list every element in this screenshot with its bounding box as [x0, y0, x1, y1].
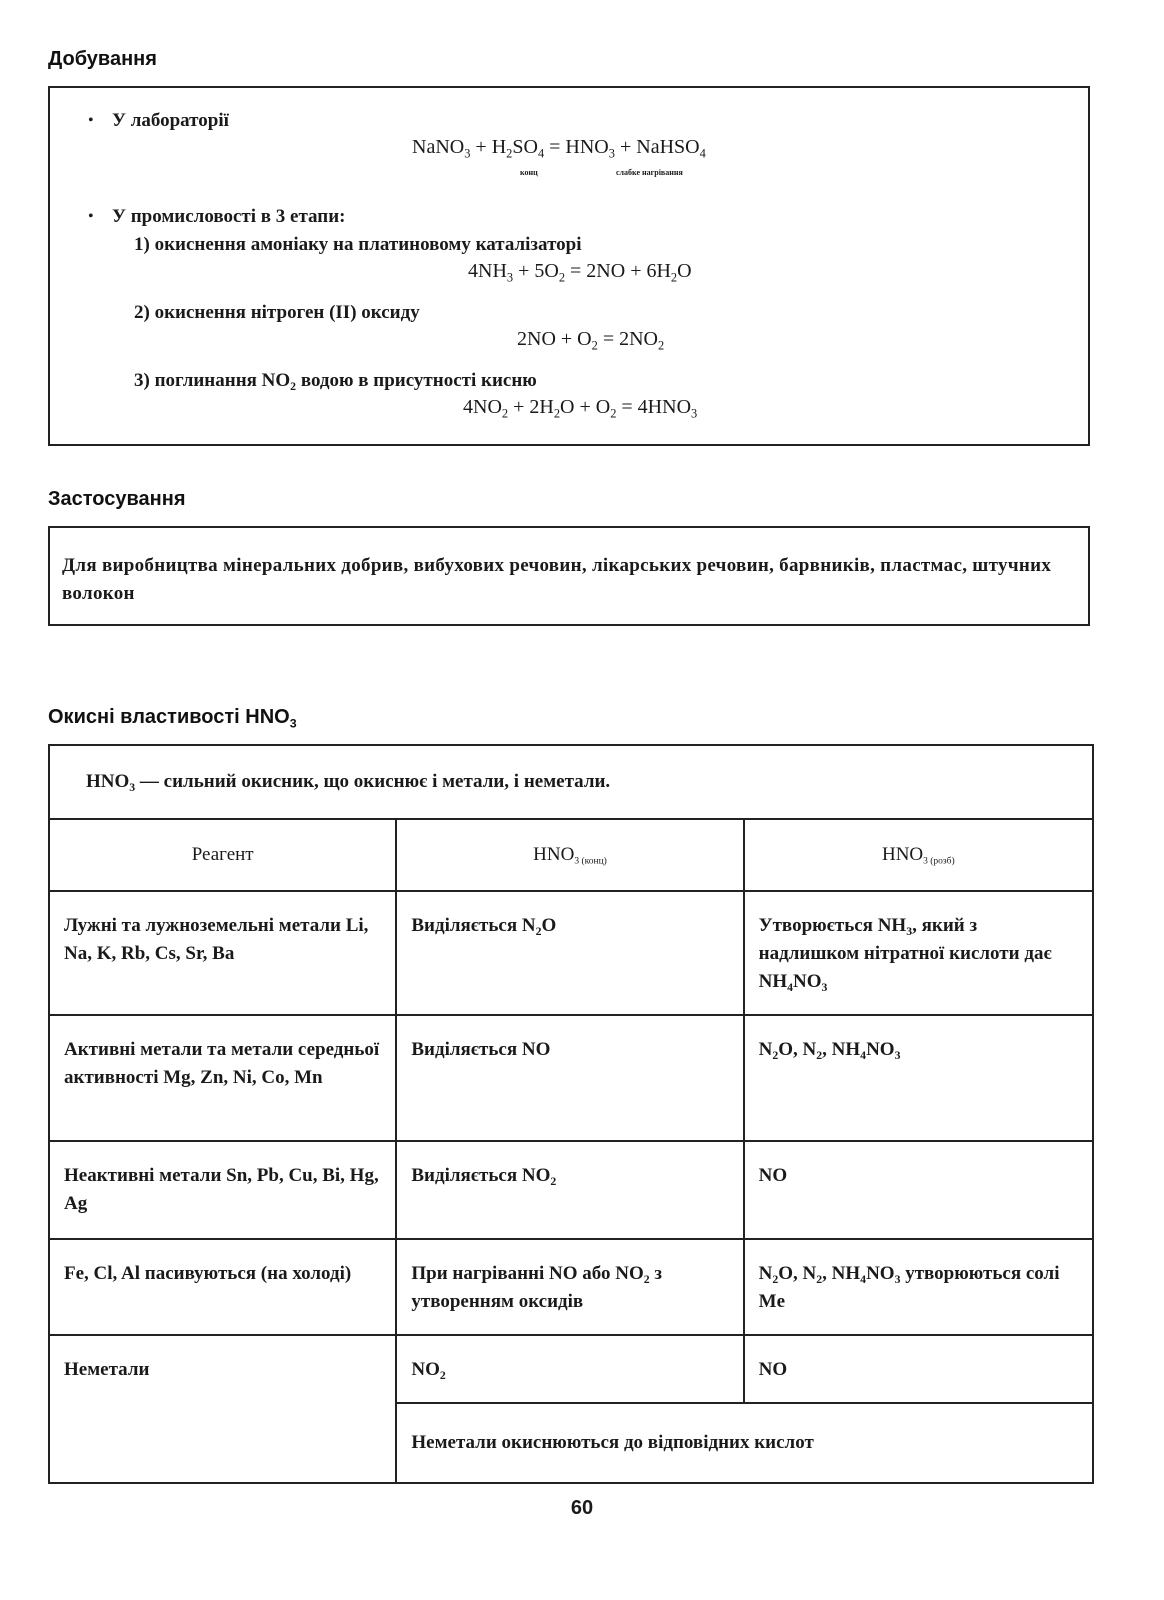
condition-heating: слабке нагрівання — [616, 168, 683, 177]
step3-label: 3) поглинання $NO_2$ водою в присутності кисню — [134, 370, 537, 394]
nonmetals-note: Неметали окиснюються до відповідних кислот — [396, 1403, 1093, 1483]
dilute-cell: $N_2O$, $N_2$, $NH_4NO_3$ — [744, 1015, 1093, 1141]
conc-cell: $NO_2$ — [396, 1335, 743, 1403]
conc-cell: Виділяється $N_2O$ — [396, 891, 743, 1015]
reagent-cell: Активні метали та метали середньої активності Mg, Zn, Ni, Co, Mn — [49, 1015, 396, 1141]
table-intro: $HNO_3$ — сильний окисник, що окиснює і метали, і неметали. — [49, 745, 1093, 819]
dilute-cell: $N_2O$, $N_2$, $NH_4NO_3$ утворюються солі Me — [744, 1239, 1093, 1335]
conc-cell: Виділяється NO — [396, 1015, 743, 1141]
lab-equation: NaNO$_3$ + $H_2SO_4 = HNO_3$ + NaHSO$_4$ — [412, 136, 706, 161]
reagent-cell: Неактивні метали Sn, Pb, Cu, Bi, Hg, Ag — [49, 1141, 396, 1239]
bullet: • — [88, 208, 94, 225]
table-row — [49, 891, 1093, 1015]
reagent-cell: Fe, Cl, Al пасивуються (на холоді) — [49, 1239, 396, 1335]
dilute-cell: NO — [744, 1335, 1093, 1403]
lab-label: У лабораторії — [112, 110, 229, 131]
step1-label: 1) окиснення амоніаку на платиновому каталізаторі — [134, 234, 582, 255]
header-dilute: $HNO_{3 (розб)}$ — [744, 819, 1093, 891]
table-row — [49, 1335, 1093, 1403]
step2-label: 2) окиснення нітроген (II) оксиду — [134, 302, 420, 323]
dilute-cell: NO — [744, 1141, 1093, 1239]
reagent-cell: Лужні та лужноземельні метали Li, Na, K, Rb, Cs, Sr, Ba — [49, 891, 396, 1015]
table-row — [49, 1239, 1093, 1335]
step1-equation: $4NH_3 + 5O_2 = 2NO + 6H_2O$ — [468, 260, 692, 285]
step3-equation: $4NO_2 + 2H_2O + O_2 = 4HNO_3$ — [463, 396, 698, 421]
bullet: • — [88, 112, 94, 129]
application-text: Для виробництва мінеральних добрив, вибухових речовин, лікарських речовин, барвників, пластмас, штучних волокон — [62, 555, 1052, 604]
section-title-oxidizing: Окисні властивості $HNO_3$ — [48, 706, 297, 731]
table-row — [49, 1015, 1093, 1141]
dilute-cell: Утворюється $NH_3$, який з надлишком нітратної кислоти дає $NH_4NO_3$ — [744, 891, 1093, 1015]
production-box — [48, 86, 1090, 446]
reagent-cell: Неметали — [49, 1335, 396, 1483]
table-row — [49, 1141, 1093, 1239]
step2-equation: $2NO + O_2 = 2NO_2$ — [517, 328, 665, 353]
industry-label: У промисловості в 3 етапи: — [112, 206, 346, 227]
condition-conc: конц — [520, 168, 538, 177]
oxidizing-properties-table — [48, 744, 1094, 1484]
header-reagent: Реагент — [49, 819, 396, 891]
conc-cell: Виділяється $NO_2$ — [396, 1141, 743, 1239]
section-title-production: Добування — [48, 48, 157, 70]
application-box — [48, 526, 1090, 626]
header-conc: $HNO_{3 (конц)}$ — [396, 819, 743, 891]
section-title-application: Застосування — [48, 488, 186, 510]
conc-cell: При нагріванні NO або $NO_2$ з утворенням оксидів — [396, 1239, 743, 1335]
page-number: 60 — [570, 1497, 594, 1519]
